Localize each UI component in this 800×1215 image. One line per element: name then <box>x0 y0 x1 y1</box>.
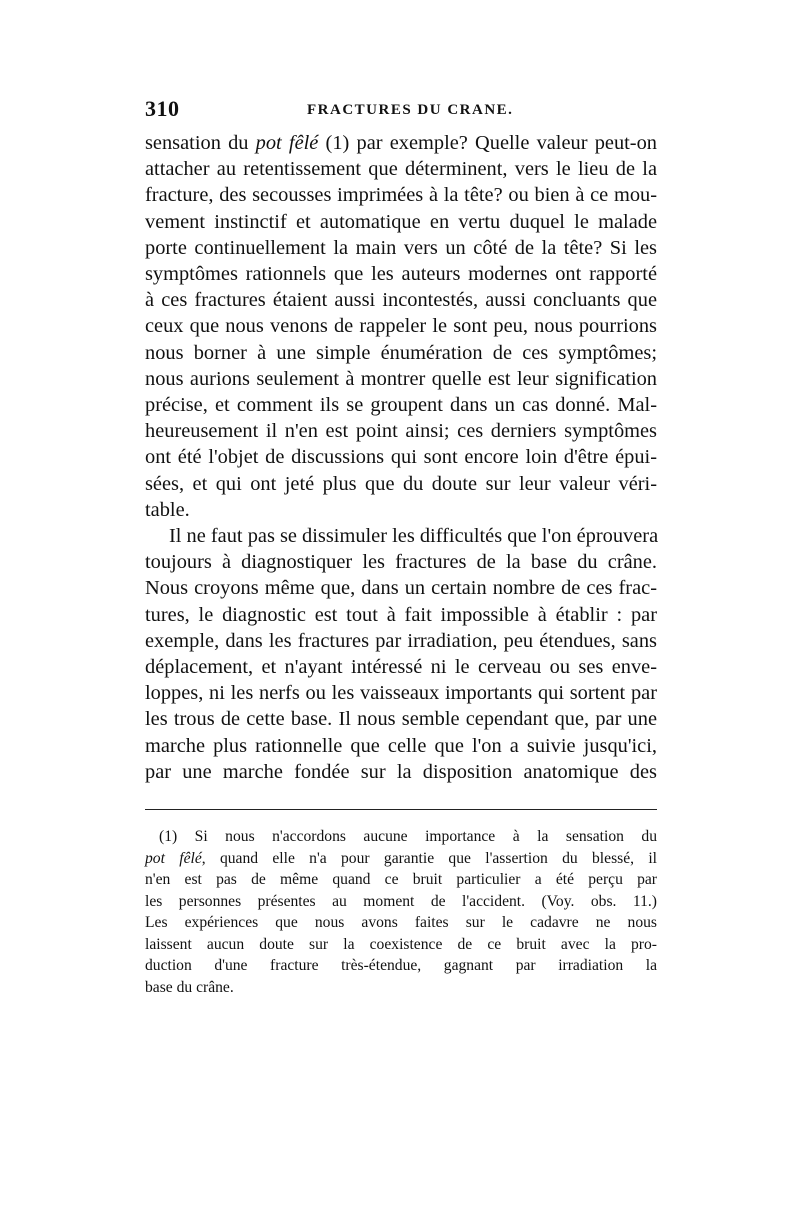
page-number: 310 <box>145 96 180 121</box>
text-line: Il ne faut pas se dissimuler les difficultés que l'on éprouvera <box>169 525 659 548</box>
text-line: vement instinctif et automatique en vertu duquel le malade <box>145 210 657 233</box>
text-line: loppes, ni les nerfs ou les vaisseaux importants qui sortent par <box>145 682 657 705</box>
text-line: ont été l'objet de discussions qui sont encore loin d'être épui- <box>145 446 657 469</box>
text-line: table. <box>145 498 190 521</box>
text-line: porte continuellement la main vers un côté de la tête? Si les <box>145 236 657 259</box>
text-line: attacher au retentissement que déterminent, vers le lieu de la <box>145 158 657 181</box>
footnote-1 <box>145 826 657 998</box>
page-header <box>145 96 657 130</box>
text-line: Nous croyons même que, dans un certain nombre de ces frac- <box>145 577 657 600</box>
footnote-line: base du crâne. <box>145 978 234 996</box>
text-line: fracture, des secousses imprimées à la tête? ou bien à ce mou- <box>145 184 657 207</box>
footnote-line: pot fêlé, quand elle n'a pour garantie que l'assertion du blessé, il <box>145 849 657 867</box>
text-line: toujours à diagnostiquer les fractures de la base du crâne. <box>145 551 657 574</box>
book-page <box>145 96 657 998</box>
text-line: tures, le diagnostic est tout à fait impossible à établir : par <box>145 603 657 626</box>
text-line: à ces fractures étaient aussi incontestés, aussi concluants que <box>145 289 657 312</box>
footnote-line: n'en est pas de même quand ce bruit particulier a été perçu par <box>145 871 657 889</box>
text-line: heureusement il n'en est point ainsi; ces derniers symptômes <box>145 420 657 443</box>
text-line: sensation du pot fêlé (1) par exemple? Quelle valeur peut-on <box>145 132 657 154</box>
footnote-line: (1) Si nous n'accordons aucune importance à la sensation du <box>159 828 657 846</box>
footnote-line: les personnes présentes au moment de l'accident. (Voy. obs. 11.) <box>145 892 657 910</box>
text-line: symptômes rationnels que les auteurs modernes ont rapporté <box>145 263 657 286</box>
footnote-divider <box>145 809 657 810</box>
paragraph-2 <box>145 523 657 785</box>
text-line: nous aurions seulement à montrer quelle est leur signification <box>145 367 657 390</box>
running-title: FRACTURES DU CRANE. <box>307 102 514 118</box>
text-line: sées, et qui ont jeté plus que du doute sur leur valeur véri- <box>145 472 657 495</box>
text-line: déplacement, et n'ayant intéressé ni le cerveau ou ses enve- <box>145 656 657 679</box>
text-line: ceux que nous venons de rappeler le sont peu, nous pourrions <box>145 315 657 338</box>
text-line: nous borner à une simple énumération de ces symptômes; <box>145 341 657 364</box>
text-line: exemple, dans les fractures par irradiation, peu étendues, sans <box>145 629 657 652</box>
paragraph-1 <box>145 130 657 523</box>
footnote-line: duction d'une fracture très-étendue, gagnant par irradiation la <box>145 957 657 975</box>
text-line: les trous de cette base. Il nous semble cependant que, par une <box>145 708 657 731</box>
text-line: précise, et comment ils se groupent dans un cas donné. Mal- <box>145 394 657 417</box>
text-line: marche plus rationnelle que celle que l'on a suivie jusqu'ici, <box>145 734 657 757</box>
footnote-line: laissent aucun doute sur la coexistence de ce bruit avec la pro- <box>145 935 657 953</box>
main-text <box>145 130 657 785</box>
footnote-line: Les expériences que nous avons faites sur le cadavre ne nous <box>145 914 657 932</box>
text-line: par une marche fondée sur la disposition anatomique des <box>145 760 657 783</box>
